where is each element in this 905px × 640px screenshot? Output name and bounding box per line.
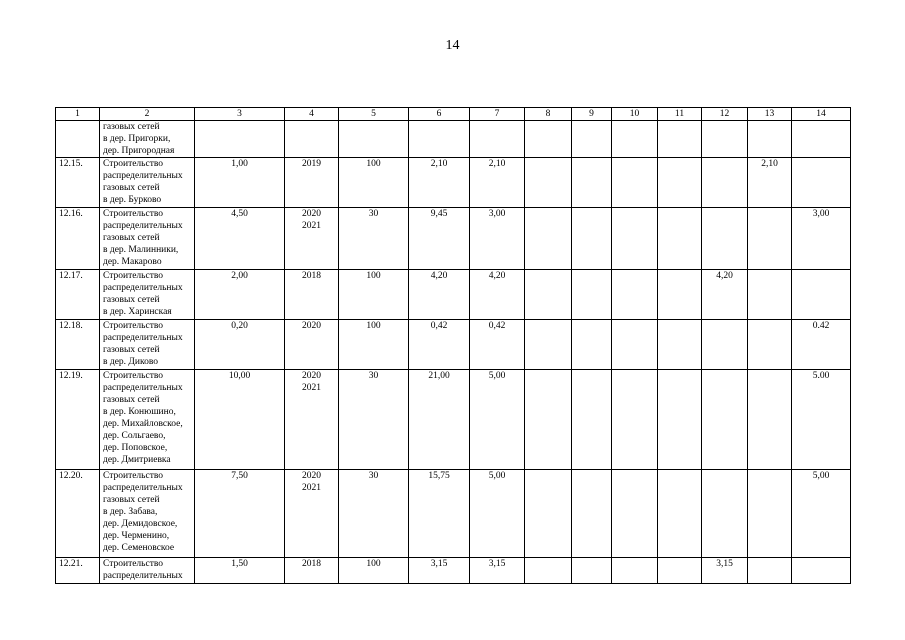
value-cell-11: [658, 270, 702, 320]
capacity-cell: 1,50: [195, 558, 285, 584]
value-cell-8: [525, 121, 572, 158]
capacity-cell: 7,50: [195, 470, 285, 558]
value-cell-9: [572, 370, 612, 470]
value-cell-14: 0.42: [792, 320, 851, 370]
cost-cell: 2,10: [470, 158, 525, 208]
column-header-13: 13: [748, 108, 792, 121]
row-number-cell: 12.17.: [56, 270, 100, 320]
year-cell: [285, 121, 339, 158]
value-cell-12: 4,20: [702, 270, 748, 320]
year-cell-line: 2020: [302, 371, 321, 381]
year-cell-line: 2020: [302, 209, 321, 219]
percent-cell: 100: [339, 158, 409, 208]
value-cell-10: [612, 208, 658, 270]
column-header-2: 2: [100, 108, 195, 121]
column-header-4: 4: [285, 108, 339, 121]
cost-cell: 4,20: [470, 270, 525, 320]
cost-total-cell: 9,45: [409, 208, 470, 270]
object-name-cell-line: в дер. Малинники,: [103, 245, 179, 255]
object-name-cell-line: дер. Черменино,: [103, 531, 170, 541]
table-row: [56, 320, 851, 370]
cost-total-cell: 15,75: [409, 470, 470, 558]
row-number-cell: 12.15.: [56, 158, 100, 208]
object-name-cell-line: распределительных: [103, 571, 183, 581]
year-cell: [285, 558, 339, 584]
value-cell-11: [658, 208, 702, 270]
value-cell-8: [525, 158, 572, 208]
column-header-9: 9: [572, 108, 612, 121]
value-cell-10: [612, 158, 658, 208]
table-row: [56, 158, 851, 208]
year-cell: [285, 370, 339, 470]
object-name-cell-line: газовых сетей: [103, 183, 160, 193]
table-header-row: [56, 108, 851, 121]
value-cell-10: [612, 558, 658, 584]
object-name-cell-line: Строительство: [103, 159, 164, 169]
object-name-cell: [100, 121, 195, 158]
row-number-cell: 12.16.: [56, 208, 100, 270]
row-number-cell: 12.21.: [56, 558, 100, 584]
object-name-cell-line: газовых сетей: [103, 122, 160, 132]
table-row: [56, 270, 851, 320]
object-name-cell-line: распределительных: [103, 221, 183, 231]
object-name-cell-line: газовых сетей: [103, 395, 160, 405]
value-cell-10: [612, 470, 658, 558]
value-cell-13: [748, 208, 792, 270]
object-name-cell-line: газовых сетей: [103, 233, 160, 243]
cost-cell: 3,00: [470, 208, 525, 270]
object-name-cell: [100, 208, 195, 270]
row-number-cell: 12.20.: [56, 470, 100, 558]
value-cell-14: [792, 158, 851, 208]
capacity-cell: 1,00: [195, 158, 285, 208]
object-name-cell-line: дер. Пригородная: [103, 146, 175, 156]
object-name-cell-line: дер. Макарово: [103, 257, 162, 267]
value-cell-8: [525, 558, 572, 584]
cost-total-cell: 3,15: [409, 558, 470, 584]
cost-cell: 5,00: [470, 370, 525, 470]
percent-cell: [339, 121, 409, 158]
capacity-cell: 4,50: [195, 208, 285, 270]
object-name-cell-line: дер. Поповское,: [103, 443, 168, 453]
value-cell-10: [612, 121, 658, 158]
cost-cell: 3,15: [470, 558, 525, 584]
value-cell-11: [658, 158, 702, 208]
cost-total-cell: 2,10: [409, 158, 470, 208]
cost-total-cell: 21,00: [409, 370, 470, 470]
value-cell-8: [525, 320, 572, 370]
value-cell-12: [702, 470, 748, 558]
percent-cell: 30: [339, 470, 409, 558]
object-name-cell-line: распределительных: [103, 483, 183, 493]
value-cell-12: [702, 320, 748, 370]
object-name-cell-line: в дер. Бурково: [103, 195, 162, 205]
page-number: 14: [445, 38, 460, 53]
capacity-cell: 10,00: [195, 370, 285, 470]
value-cell-12: [702, 158, 748, 208]
object-name-cell-line: Строительство: [103, 371, 164, 381]
value-cell-10: [612, 320, 658, 370]
year-cell-line: 2020: [302, 321, 321, 331]
table-row: [56, 208, 851, 270]
object-name-cell-line: Строительство: [103, 271, 164, 281]
object-name-cell-line: газовых сетей: [103, 295, 160, 305]
value-cell-13: [748, 470, 792, 558]
object-name-cell-line: дер. Сольгаево,: [103, 431, 166, 441]
value-cell-8: [525, 370, 572, 470]
object-name-cell-line: Строительство: [103, 471, 164, 481]
year-cell-line: 2020: [302, 471, 321, 481]
column-header-11: 11: [658, 108, 702, 121]
capacity-cell: 0,20: [195, 320, 285, 370]
cost-total-cell: 4,20: [409, 270, 470, 320]
column-header-1: 1: [56, 108, 100, 121]
object-name-cell-line: дер. Михайловское,: [103, 419, 183, 429]
column-header-14: 14: [792, 108, 851, 121]
object-name-cell-line: в дер. Харинская: [103, 307, 172, 317]
object-name-cell: [100, 270, 195, 320]
object-name-cell-line: газовых сетей: [103, 495, 160, 505]
column-header-5: 5: [339, 108, 409, 121]
value-cell-13: [748, 320, 792, 370]
value-cell-9: [572, 470, 612, 558]
year-cell: [285, 270, 339, 320]
table-row: [56, 121, 851, 158]
value-cell-14: 5.00: [792, 370, 851, 470]
object-name-cell-line: распределительных: [103, 283, 183, 293]
year-cell: [285, 320, 339, 370]
cost-total-cell: 0,42: [409, 320, 470, 370]
table-row: [56, 470, 851, 558]
value-cell-14: [792, 121, 851, 158]
value-cell-11: [658, 370, 702, 470]
value-cell-12: [702, 208, 748, 270]
value-cell-14: 3,00: [792, 208, 851, 270]
object-name-cell-line: распределительных: [103, 333, 183, 343]
value-cell-12: 3,15: [702, 558, 748, 584]
object-name-cell-line: в дер. Забава,: [103, 507, 158, 517]
value-cell-9: [572, 270, 612, 320]
percent-cell: 30: [339, 208, 409, 270]
value-cell-11: [658, 470, 702, 558]
column-header-6: 6: [409, 108, 470, 121]
cost-cell: [470, 121, 525, 158]
value-cell-13: [748, 121, 792, 158]
column-header-10: 10: [612, 108, 658, 121]
year-cell-line: 2018: [302, 559, 321, 569]
row-number-cell: 12.18.: [56, 320, 100, 370]
object-name-cell-line: дер. Дмитриевка: [103, 455, 171, 465]
capacity-cell: 2,00: [195, 270, 285, 320]
year-cell-line: 2021: [302, 383, 321, 393]
object-name-cell-line: распределительных: [103, 383, 183, 393]
value-cell-8: [525, 208, 572, 270]
value-cell-11: [658, 121, 702, 158]
value-cell-8: [525, 270, 572, 320]
value-cell-9: [572, 121, 612, 158]
value-cell-13: [748, 558, 792, 584]
year-cell-line: 2018: [302, 271, 321, 281]
object-name-cell-line: Строительство: [103, 321, 164, 331]
cost-total-cell: [409, 121, 470, 158]
value-cell-12: [702, 370, 748, 470]
year-cell: [285, 208, 339, 270]
value-cell-9: [572, 208, 612, 270]
percent-cell: 100: [339, 320, 409, 370]
cost-cell: 0,42: [470, 320, 525, 370]
value-cell-13: [748, 370, 792, 470]
table-row: [56, 558, 851, 584]
capacity-cell: [195, 121, 285, 158]
value-cell-13: 2,10: [748, 158, 792, 208]
year-cell-line: 2021: [302, 483, 321, 493]
value-cell-14: [792, 558, 851, 584]
object-name-cell: [100, 320, 195, 370]
value-cell-11: [658, 558, 702, 584]
value-cell-12: [702, 121, 748, 158]
year-cell: [285, 158, 339, 208]
value-cell-13: [748, 270, 792, 320]
object-name-cell: [100, 158, 195, 208]
value-cell-11: [658, 320, 702, 370]
percent-cell: 100: [339, 558, 409, 584]
year-cell-line: 2019: [302, 159, 321, 169]
value-cell-10: [612, 270, 658, 320]
row-number-cell: [56, 121, 100, 158]
column-header-3: 3: [195, 108, 285, 121]
percent-cell: 100: [339, 270, 409, 320]
table-body: [56, 121, 851, 584]
value-cell-9: [572, 558, 612, 584]
object-name-cell-line: дер. Демидовское,: [103, 519, 178, 529]
year-cell: [285, 470, 339, 558]
value-cell-10: [612, 370, 658, 470]
object-name-cell: [100, 470, 195, 558]
column-header-12: 12: [702, 108, 748, 121]
value-cell-14: 5,00: [792, 470, 851, 558]
column-header-8: 8: [525, 108, 572, 121]
object-name-cell-line: Строительство: [103, 559, 164, 569]
row-number-cell: 12.19.: [56, 370, 100, 470]
percent-cell: 30: [339, 370, 409, 470]
year-cell-line: 2021: [302, 221, 321, 231]
cost-cell: 5,00: [470, 470, 525, 558]
object-name-cell: [100, 558, 195, 584]
object-name-cell-line: в дер. Пригорки,: [103, 134, 171, 144]
object-name-cell-line: Строительство: [103, 209, 164, 219]
value-cell-9: [572, 320, 612, 370]
value-cell-14: [792, 270, 851, 320]
column-header-7: 7: [470, 108, 525, 121]
object-name-cell-line: распределительных: [103, 171, 183, 181]
object-name-cell: [100, 370, 195, 470]
data-table: [55, 107, 851, 584]
object-name-cell-line: в дер. Конюшино,: [103, 407, 176, 417]
value-cell-9: [572, 158, 612, 208]
value-cell-8: [525, 470, 572, 558]
object-name-cell-line: газовых сетей: [103, 345, 160, 355]
object-name-cell-line: дер. Семеновское: [103, 543, 175, 553]
table-row: [56, 370, 851, 470]
object-name-cell-line: в дер. Диково: [103, 357, 159, 367]
